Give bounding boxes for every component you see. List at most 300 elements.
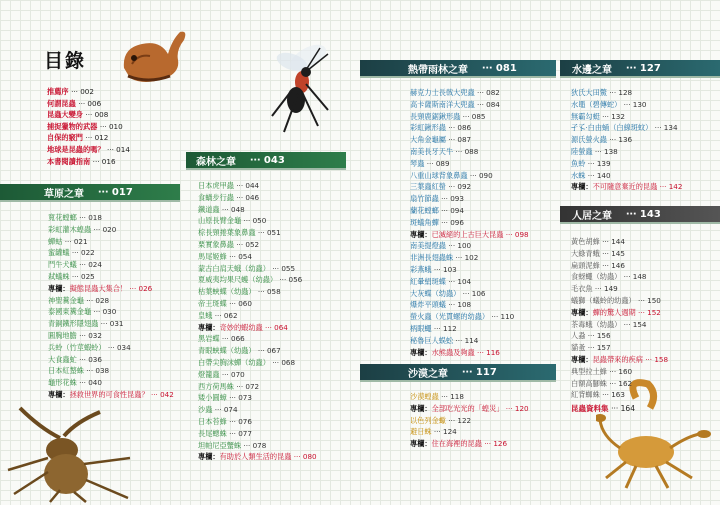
- toc-item-label: 源氏螢火蟲: [571, 135, 607, 145]
- intro-item[interactable]: [47, 121, 130, 133]
- page-title: 目錄: [44, 50, 87, 72]
- intro-item-label: 本書閱讀指南: [47, 156, 91, 166]
- toc-item-page: ‧‧‧ 040: [79, 378, 102, 388]
- column-title: 昆蟲帶來的疾病: [592, 354, 643, 364]
- toc-item-label: 弒蟻蛛: [48, 271, 70, 281]
- intro-item-page: ‧‧‧ 006: [78, 98, 102, 108]
- toc-item-page: ‧‧‧ 152: [638, 307, 661, 317]
- toc-item-label: 青眼蛺蝶（幼蟲）: [198, 346, 256, 356]
- toc-item-page: ‧‧‧ 038: [86, 366, 110, 376]
- toc-item-label: 無霸勾蜓: [571, 111, 600, 121]
- toc-item[interactable]: [571, 170, 682, 182]
- toc-item-page: ‧‧‧ 150: [638, 295, 661, 305]
- toc-item-page: ‧‧‧ 134: [654, 123, 678, 133]
- toc-item-label: 人蝨: [571, 331, 586, 341]
- column-item[interactable]: [410, 347, 529, 359]
- data-collection-link[interactable]: [571, 403, 635, 414]
- toc-item-label: 枯葉蛺蝶（幼蟲）: [198, 287, 256, 297]
- column-title: 擬態昆蟲大集合！: [69, 283, 128, 293]
- column-item[interactable]: [410, 229, 529, 241]
- toc-item-page: ‧‧‧ 064: [265, 322, 288, 332]
- toc-item-page: ‧‧‧ 052: [236, 239, 260, 249]
- toc-item[interactable]: [198, 298, 317, 310]
- toc-item-label: 日本苔蜂: [198, 416, 227, 426]
- toc-item-page: ‧‧‧ 046: [236, 192, 260, 202]
- toc-item-label: 三葉蟲紅螢: [410, 182, 446, 192]
- toc-item[interactable]: [410, 335, 529, 347]
- toc-item-label: 貓蚤: [571, 343, 586, 353]
- toc-item-label: 白額高腳蛛: [571, 378, 607, 388]
- toc-item-page: ‧‧‧ 160: [609, 366, 633, 376]
- toc-item-label: 蒙古白肩天蛾（幼蟲）: [198, 263, 270, 273]
- toc-item-label: 食蝸步行蟲: [198, 192, 234, 202]
- toc-item-label: 避日蛛: [410, 427, 432, 437]
- toc-item-page: ‧‧‧ 022: [71, 248, 95, 258]
- toc-item[interactable]: [410, 158, 529, 170]
- toc-list-grassland: [48, 212, 174, 401]
- toc-item[interactable]: [48, 259, 174, 271]
- toc-item[interactable]: [410, 181, 529, 193]
- toc-item[interactable]: [198, 369, 317, 381]
- toc-item-page: ‧‧‧ 036: [79, 354, 102, 364]
- toc-item-label: 大綠青蛾: [571, 248, 600, 258]
- toc-item[interactable]: [410, 122, 529, 134]
- toc-item[interactable]: [410, 134, 529, 146]
- column-item[interactable]: [48, 389, 174, 401]
- toc-item-page: ‧‧‧ 096: [441, 217, 464, 227]
- toc-item-page: ‧‧‧ 020: [93, 224, 117, 234]
- toc-item-label: 八重山球背象鼻蟲: [410, 170, 468, 180]
- column-item[interactable]: [571, 354, 668, 366]
- toc-item-page: ‧‧‧ 130: [623, 99, 647, 109]
- toc-item[interactable]: [410, 264, 529, 276]
- toc-item-page: ‧‧‧ 077: [229, 428, 252, 438]
- toc-item-page: ‧‧‧ 114: [455, 335, 479, 345]
- toc-item-page: ‧‧‧ 157: [587, 343, 611, 353]
- toc-item[interactable]: [410, 299, 529, 311]
- toc-item-page: ‧‧‧ 025: [71, 271, 95, 281]
- column-prefix: 專欄：: [198, 322, 220, 332]
- toc-item-label: 兵蛉（竹莖蝦蛉）: [48, 342, 106, 352]
- stag-beetle-illustration: [0, 398, 138, 504]
- toc-item-page: ‧‧‧ 093: [441, 194, 464, 204]
- column-prefix: 專欄：: [571, 354, 593, 364]
- column-title: 蟬的驚人週期: [592, 307, 636, 317]
- toc-item-page: ‧‧‧ 126: [484, 439, 508, 449]
- toc-item[interactable]: [410, 391, 529, 403]
- section-title: 水邊之章: [572, 64, 612, 76]
- toc-item-label: 矮小圓蟑: [198, 393, 227, 403]
- intro-item-label: 推薦序: [47, 87, 69, 96]
- data-collection-label: 昆蟲資料集: [571, 404, 609, 413]
- toc-item-page: ‧‧‧ 118: [441, 392, 464, 401]
- toc-item[interactable]: [571, 111, 682, 123]
- intro-item-label: 自保的竅門: [47, 133, 83, 143]
- toc-item[interactable]: [571, 134, 682, 146]
- section-page: ‧‧‧ 081: [482, 62, 517, 74]
- toc-item-page: ‧‧‧ 050: [243, 216, 267, 226]
- toc-item-page: ‧‧‧ 018: [79, 213, 102, 222]
- toc-item-label: 日本紅螯蛛: [48, 366, 84, 376]
- toc-item-label: 沙蟲: [198, 405, 213, 415]
- toc-item-label: 西方荷馬蛛: [198, 381, 234, 391]
- toc-item-label: 茶毒蛾（幼蟲）: [571, 319, 622, 329]
- intro-item-page: ‧‧‧ 014: [107, 144, 130, 154]
- toc-item-label: 彩虹灌木蝗蟲: [48, 224, 92, 234]
- toc-item-label: 斑蟻角蟬: [410, 217, 439, 227]
- wasp-illustration: [262, 40, 340, 138]
- toc-item[interactable]: [410, 288, 529, 300]
- toc-item-label: 赫克力士長戟大兜蟲: [410, 88, 475, 97]
- toc-item[interactable]: [198, 192, 317, 204]
- toc-item[interactable]: [198, 310, 317, 322]
- toc-item[interactable]: [48, 342, 174, 354]
- toc-item-label: 神聖糞金龜: [48, 295, 84, 305]
- toc-item-page: ‧‧‧ 149: [594, 284, 618, 294]
- toc-item[interactable]: [410, 111, 529, 123]
- toc-item-page: ‧‧‧ 098: [505, 229, 529, 239]
- column-prefix: 專欄：: [410, 347, 432, 357]
- toc-item-label: 彩燕蛾: [410, 264, 432, 274]
- intro-item[interactable]: [47, 156, 130, 168]
- toc-item[interactable]: [571, 236, 668, 248]
- toc-item-label: 典型拉土蜂: [571, 366, 607, 376]
- toc-item[interactable]: [571, 248, 668, 260]
- section-page: ‧‧‧ 117: [462, 366, 497, 378]
- toc-item[interactable]: [571, 271, 668, 283]
- intro-item[interactable]: [47, 132, 130, 144]
- toc-item-page: ‧‧‧ 068: [272, 357, 296, 367]
- column-item[interactable]: [198, 322, 317, 334]
- toc-item[interactable]: [198, 286, 317, 298]
- column-item[interactable]: [410, 403, 529, 415]
- toc-item[interactable]: [198, 239, 317, 251]
- toc-item[interactable]: [410, 252, 529, 264]
- toc-item-label: 紅背蜘蛛: [571, 390, 600, 400]
- toc-item[interactable]: [48, 247, 174, 259]
- toc-item-label: 泰國東糞金龜: [48, 307, 92, 317]
- toc-item-page: ‧‧‧ 139: [587, 158, 611, 168]
- toc-item-label: 陸螢蟲: [571, 146, 593, 156]
- toc-item-page: ‧‧‧ 120: [505, 403, 529, 413]
- intro-item[interactable]: [47, 98, 130, 110]
- toc-item[interactable]: [48, 212, 174, 224]
- section-page: ‧‧‧ 143: [626, 208, 661, 220]
- column-title: 住在海裡的昆蟲: [431, 439, 482, 449]
- toc-item-page: ‧‧‧ 104: [448, 276, 472, 286]
- toc-item-page: ‧‧‧ 163: [602, 390, 625, 400]
- column-prefix: 專欄：: [48, 389, 70, 399]
- toc-item-label: 大角金龜屬: [410, 135, 446, 145]
- column-prefix: 專欄：: [410, 229, 432, 239]
- toc-item-label: 燈籠蟲: [198, 369, 220, 379]
- toc-item-page: ‧‧‧ 132: [602, 111, 625, 121]
- toc-item-label: 日本虎甲蟲: [198, 181, 234, 190]
- toc-item-page: ‧‧‧ 044: [236, 181, 260, 190]
- toc-item[interactable]: [198, 381, 317, 393]
- toc-item-label: 彩虹鍬形蟲: [410, 123, 446, 133]
- toc-item-label: 大食蟲虻: [48, 354, 77, 364]
- toc-item[interactable]: [48, 354, 174, 366]
- toc-item-label: 秘魯巨人蜈蚣: [410, 335, 454, 345]
- column-title: 水熊蟲及夠蟲: [431, 347, 475, 357]
- section-title: 森林之章: [196, 156, 236, 168]
- toc-item-label: 馬尾姬蜂: [198, 251, 227, 261]
- toc-item-page: ‧‧‧ 076: [229, 416, 252, 426]
- section-banner-grassland[interactable]: [0, 184, 180, 202]
- toc-item[interactable]: [571, 342, 668, 354]
- intro-item-label: 何謂昆蟲: [47, 98, 76, 108]
- toc-item-label: 帝王斑蝶: [198, 298, 227, 308]
- toc-item[interactable]: [571, 283, 668, 295]
- column-item[interactable]: [410, 438, 529, 450]
- toc-item-page: ‧‧‧ 080: [293, 452, 317, 462]
- toc-item-page: ‧‧‧ 073: [229, 393, 252, 403]
- toc-item[interactable]: [198, 251, 317, 263]
- toc-item-page: ‧‧‧ 088: [455, 146, 479, 156]
- toc-item[interactable]: [571, 319, 668, 331]
- section-title: 人居之章: [572, 210, 612, 222]
- toc-item[interactable]: [410, 146, 529, 158]
- toc-item-page: ‧‧‧ 074: [214, 405, 238, 415]
- toc-item-page: ‧‧‧ 031: [100, 319, 124, 329]
- toc-item[interactable]: [48, 306, 174, 318]
- column-item[interactable]: [571, 181, 682, 193]
- section-banner-human[interactable]: [560, 206, 720, 224]
- toc-item[interactable]: [48, 224, 174, 236]
- toc-item[interactable]: [198, 180, 317, 192]
- toc-list-human: [571, 236, 668, 401]
- toc-item[interactable]: [48, 330, 174, 342]
- toc-item[interactable]: [410, 217, 529, 229]
- intro-item-page: ‧‧‧ 012: [85, 133, 109, 143]
- toc-item-label: 蜜罐蟻: [48, 248, 70, 258]
- toc-item-page: ‧‧‧ 030: [93, 307, 117, 317]
- column-title: 全部吃光光的「蝗災」: [431, 403, 504, 413]
- toc-item[interactable]: [198, 345, 317, 357]
- toc-item[interactable]: [571, 295, 668, 307]
- toc-item-page: ‧‧‧ 116: [477, 347, 500, 357]
- toc-item-label: 螢火蟲（光貫螺的幼蟲）: [410, 312, 490, 322]
- toc-item[interactable]: [571, 122, 682, 134]
- toc-item[interactable]: [48, 377, 174, 389]
- toc-item[interactable]: [410, 193, 529, 205]
- snail-insect-illustration: [118, 28, 194, 86]
- toc-item[interactable]: [198, 392, 317, 404]
- toc-item-page: ‧‧‧ 145: [602, 248, 625, 258]
- section-page: ‧‧‧ 127: [626, 62, 661, 74]
- column-title: 不可隨意棄近的昆蟲: [592, 182, 658, 192]
- toc-item[interactable]: [571, 99, 682, 111]
- toc-item-page: ‧‧‧ 112: [433, 323, 457, 333]
- toc-item[interactable]: [48, 271, 174, 283]
- toc-item-label: 狄氏大田鱉: [571, 88, 607, 97]
- toc-item[interactable]: [410, 311, 529, 323]
- column-prefix: 專欄：: [410, 439, 432, 449]
- column-item[interactable]: [198, 451, 317, 463]
- section-title: 熱帶雨林之章: [408, 64, 468, 76]
- column-prefix: 專欄：: [571, 182, 593, 192]
- intro-item[interactable]: [47, 86, 130, 98]
- toc-list-rainforest: [410, 87, 529, 358]
- toc-item-label: 圓胸地膽: [48, 330, 77, 340]
- toc-item[interactable]: [410, 170, 529, 182]
- toc-item[interactable]: [571, 146, 682, 158]
- toc-item-label: 非洲長翅蟲蛛: [410, 253, 454, 263]
- toc-list-waterside: [571, 87, 682, 193]
- section-banner-rainforest[interactable]: [360, 60, 556, 78]
- toc-item-label: 以色列金蠍: [410, 415, 446, 425]
- intro-item[interactable]: [47, 144, 130, 156]
- toc-item-label: 長尾蟌蛛: [198, 428, 227, 438]
- toc-item-label: 紅暈絹斑蝶: [410, 276, 446, 286]
- toc-item-page: ‧‧‧ 026: [129, 283, 153, 293]
- toc-item[interactable]: [410, 87, 529, 99]
- intro-list: [47, 86, 130, 167]
- toc-item[interactable]: [571, 260, 668, 272]
- toc-item-page: ‧‧‧ 066: [221, 334, 245, 344]
- toc-item[interactable]: [571, 330, 668, 342]
- toc-item-page: ‧‧‧ 103: [433, 264, 457, 274]
- toc-item-label: 鬥牛犬蟻: [48, 260, 77, 270]
- column-item[interactable]: [48, 283, 174, 295]
- toc-item-page: ‧‧‧ 136: [609, 135, 633, 145]
- toc-item[interactable]: [198, 357, 317, 369]
- toc-item-label: 琴蟲: [410, 158, 425, 168]
- toc-item[interactable]: [48, 295, 174, 307]
- toc-item-page: ‧‧‧ 122: [448, 415, 472, 425]
- intro-item-page: ‧‧‧ 016: [92, 156, 116, 166]
- toc-item-label: 栗實象鼻蟲: [198, 239, 234, 249]
- toc-item-page: ‧‧‧ 110: [491, 312, 515, 322]
- toc-item-label: 扁頭泥蜂: [571, 260, 600, 270]
- toc-item[interactable]: [48, 236, 174, 248]
- toc-item-page: ‧‧‧ 128: [609, 88, 633, 97]
- column-item[interactable]: [571, 307, 668, 319]
- toc-item-page: ‧‧‧ 100: [448, 241, 472, 251]
- toc-item-page: ‧‧‧ 087: [448, 135, 472, 145]
- toc-item[interactable]: [198, 333, 317, 345]
- toc-item[interactable]: [198, 416, 317, 428]
- toc-item[interactable]: [198, 263, 317, 275]
- toc-item-page: ‧‧‧ 092: [448, 182, 472, 192]
- toc-item-page: ‧‧‧ 086: [448, 123, 472, 133]
- toc-item-label: 龜形花蛛: [48, 378, 77, 388]
- toc-item-page: ‧‧‧ 144: [602, 237, 625, 246]
- toc-item-page: ‧‧‧ 058: [257, 287, 281, 297]
- toc-item-page: ‧‧‧ 032: [79, 330, 102, 340]
- toc-item-label: 山原長臂金龜: [198, 216, 242, 226]
- toc-item-page: ‧‧‧ 082: [477, 88, 500, 97]
- column-title: 有助於人類生活的昆蟲: [219, 452, 292, 462]
- toc-item-label: 南美長牙天牛: [410, 146, 454, 156]
- intro-item-page: ‧‧‧ 008: [85, 110, 109, 120]
- toc-item-label: 寬花螳螂: [48, 213, 77, 222]
- toc-item[interactable]: [410, 323, 529, 335]
- section-page: ‧‧‧ 017: [98, 186, 133, 198]
- toc-item-label: 高卡薩斯南洋大兜蟲: [410, 99, 475, 109]
- toc-item[interactable]: [410, 276, 529, 288]
- toc-item[interactable]: [410, 99, 529, 111]
- toc-item[interactable]: [410, 205, 529, 217]
- toc-item[interactable]: [48, 365, 174, 377]
- toc-item-page: ‧‧‧ 056: [279, 275, 303, 285]
- toc-item[interactable]: [198, 215, 317, 227]
- toc-item[interactable]: [198, 227, 317, 239]
- toc-item[interactable]: [571, 389, 668, 401]
- toc-item[interactable]: [198, 404, 317, 416]
- toc-item-page: ‧‧‧ 062: [214, 310, 238, 320]
- data-collection-page: ‧‧‧ 164: [611, 404, 635, 413]
- toc-item-page: ‧‧‧ 060: [229, 298, 252, 308]
- toc-item-label: 坦帕尼亞蟹蛛: [198, 440, 242, 450]
- toc-item[interactable]: [198, 440, 317, 452]
- toc-item[interactable]: [198, 274, 317, 286]
- column-prefix: 專欄：: [48, 283, 70, 293]
- section-banner-waterside[interactable]: [560, 60, 720, 78]
- toc-item-page: ‧‧‧ 094: [441, 205, 464, 215]
- toc-item-page: ‧‧‧ 142: [659, 182, 683, 192]
- toc-item-page: ‧‧‧ 154: [623, 319, 647, 329]
- toc-item[interactable]: [48, 318, 174, 330]
- column-prefix: 專欄：: [410, 403, 432, 413]
- toc-item-label: 夏威夷均果尺蠖（幼蟲）: [198, 275, 278, 285]
- toc-item[interactable]: [198, 204, 317, 216]
- toc-item-label: 棕長頸捲葉象鼻蟲: [198, 228, 256, 238]
- toc-item-page: ‧‧‧ 034: [107, 342, 131, 352]
- toc-item[interactable]: [571, 366, 668, 378]
- toc-item-label: 大灰蝶（幼蟲）: [410, 288, 461, 298]
- toc-item-page: ‧‧‧ 024: [79, 260, 102, 270]
- toc-item-label: 蟬蛄: [48, 236, 63, 246]
- toc-item[interactable]: [410, 415, 529, 427]
- toc-item[interactable]: [410, 240, 529, 252]
- toc-item-label: 皇蛾: [198, 310, 213, 320]
- toc-item-page: ‧‧‧ 072: [236, 381, 260, 391]
- section-title: 草原之章: [44, 188, 84, 200]
- toc-item-label: 水黽（碧傳蛇）: [571, 99, 622, 109]
- toc-item[interactable]: [410, 426, 529, 438]
- toc-list-desert: [410, 391, 529, 450]
- toc-item-page: ‧‧‧ 051: [257, 228, 281, 238]
- toc-item[interactable]: [198, 428, 317, 440]
- section-banner-desert[interactable]: [360, 364, 556, 382]
- toc-item[interactable]: [571, 378, 668, 390]
- toc-item-label: 毛衣魚: [571, 284, 593, 294]
- toc-item-page: ‧‧‧ 054: [229, 251, 252, 261]
- intro-item-label: 捕捉獵物的武器: [47, 121, 98, 131]
- toc-item[interactable]: [571, 87, 682, 99]
- toc-item-label: 蘭花螳螂: [410, 205, 439, 215]
- intro-item-label: 地球是昆蟲的嗎？: [47, 144, 105, 154]
- intro-item[interactable]: [47, 109, 130, 121]
- intro-item-page: ‧‧‧ 002: [71, 87, 94, 96]
- toc-item-label: 白帶尖胸沫蟬（幼蟲）: [198, 357, 270, 367]
- toc-item-label: 爆炸平頭蟻: [410, 300, 446, 310]
- column-title: 拯救世界的可食性昆蟲？: [69, 389, 149, 399]
- toc-item-label: 長頸鹿鋸鍬形蟲: [410, 111, 461, 121]
- toc-item-page: ‧‧‧ 070: [221, 369, 245, 379]
- section-banner-forest[interactable]: [186, 152, 346, 170]
- toc-item-page: ‧‧‧ 048: [221, 204, 245, 214]
- intro-item-label: 昆蟲大變身: [47, 110, 83, 120]
- toc-item-label: 扇竹節蟲: [410, 194, 439, 204]
- toc-item[interactable]: [571, 158, 682, 170]
- toc-item-page: ‧‧‧ 078: [243, 440, 267, 450]
- toc-item-page: ‧‧‧ 090: [469, 170, 493, 180]
- toc-item-page: ‧‧‧ 124: [433, 427, 457, 437]
- toc-item-page: ‧‧‧ 156: [587, 331, 611, 341]
